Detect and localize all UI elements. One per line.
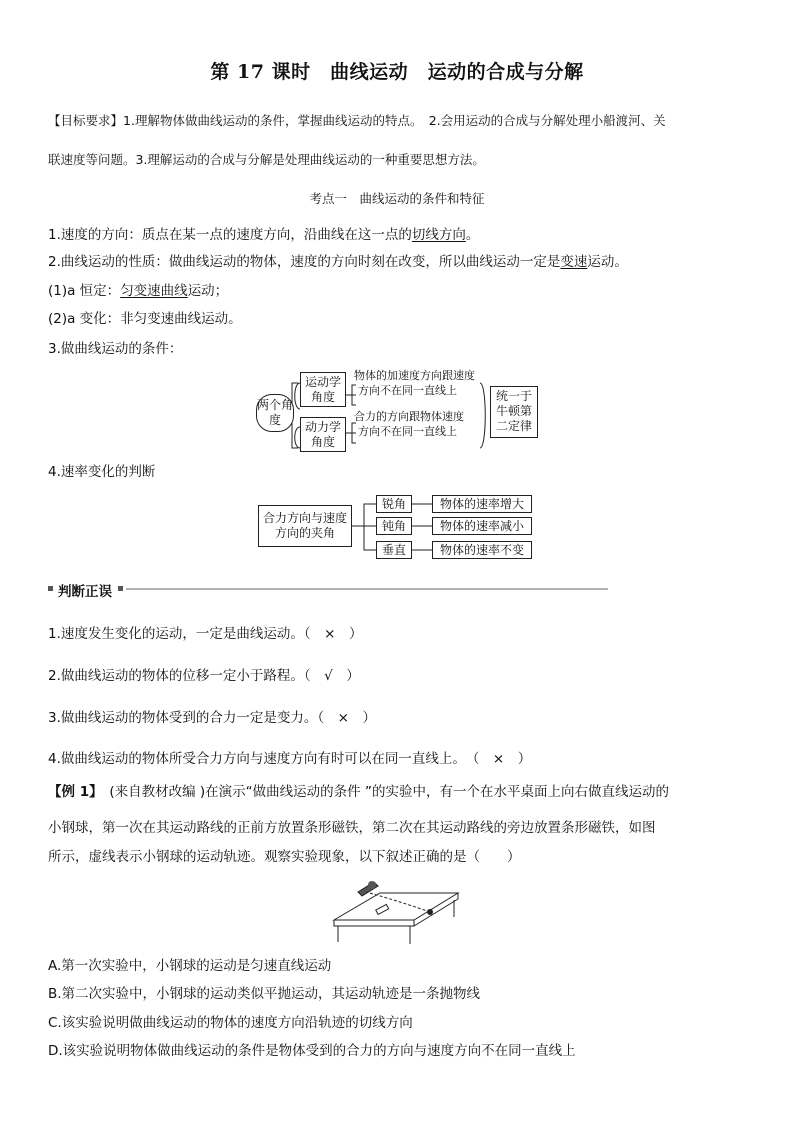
example-text-1: (来自教材改编 )在演示“做曲线运动的条件 ”的实验中，有一个在水平桌面上向右做直线运动的	[95, 784, 669, 800]
point-3-end: 运动；	[187, 283, 229, 299]
diagram2-result-unchanged: 物体的速率不变	[432, 541, 532, 559]
example-line2: 小钢球，第一次在其运动路线的正前方放置条形磁铁，第二次在其运动路线的旁边放置条形磁铁，如图	[48, 820, 656, 836]
option-a: A.第一次实验中，小钢球的运动是匀速直线运动	[48, 958, 332, 974]
point-3-text: (1)a 恒定：	[48, 283, 121, 299]
example-line3: 所示，虚线表示小钢球的运动轨迹。观察实验现象，以下叙述正确的是（ ）	[48, 849, 521, 865]
point-2-answer: 变速	[560, 254, 588, 270]
option-b: B.第二次实验中，小钢球的运动类似平抛运动，其运动轨迹是一条抛物线	[48, 986, 481, 1002]
point-2-text: 2.曲线运动的性质：做曲线运动的物体，速度的方向时刻在改变，所以曲线运动一定是	[48, 254, 561, 270]
judge-item-1: 1.速度发生变化的运动，一定是曲线运动。（ × ）	[48, 626, 363, 642]
option-d: D.该实验说明物体做曲线运动的条件是物体受到的合力的方向与速度方向不在同一直线上	[48, 1043, 576, 1059]
diagram2-angle-obtuse: 钝角	[376, 517, 412, 535]
goals-label: 【目标要求】	[48, 113, 124, 128]
diagram1-branch1-desc1: 物体的加速度方向跟速度	[354, 369, 475, 382]
diagram2-angle-right: 垂直	[376, 541, 412, 559]
goals-line2: 联速度等问题。3.理解运动的合成与分解是处理曲线运动的一种重要思想方法。	[48, 152, 485, 167]
goals-text-1: 1.理解物体做曲线运动的条件，掌握曲线运动的特点。 2.会用运动的合成与分解处理小船渡河、关	[123, 113, 666, 128]
point-5: 3.做曲线运动的条件：	[48, 341, 183, 357]
example-label: 【例 1】	[48, 784, 96, 800]
diagram1-branch2-desc1: 合力的方向跟物体速度	[354, 410, 464, 423]
judge-item-4: 4.做曲线运动的物体所受合力方向与速度方向有时可以在同一直线上。 （ × ）	[48, 751, 532, 767]
point-1-text: 1.速度的方向：质点在某一点的速度方向，沿曲线在这一点的	[48, 227, 412, 243]
point-6: 4.速率变化的判断	[48, 464, 156, 480]
point-2-end: 运动。	[587, 254, 628, 270]
section-title: 考点一 曲线运动的条件和特征	[309, 191, 485, 206]
diagram1-result: 统一于牛顿第二定律	[490, 386, 538, 438]
point-4: (2)a 变化：非匀变速曲线运动。	[48, 311, 242, 327]
option-c: C.该实验说明做曲线运动的物体的速度方向沿轨迹的切线方向	[48, 1015, 413, 1031]
diagram1-branch-kinematics: 运动学角度	[300, 372, 346, 407]
diagram2-result-increase: 物体的速率增大	[432, 495, 532, 513]
judge-item-3: 3.做曲线运动的物体受到的合力一定是变力。（ × ）	[48, 710, 376, 726]
judge-title: 判断正误	[58, 584, 112, 600]
diagram2-result-decrease: 物体的速率减小	[432, 517, 532, 535]
diagram1-branch-dynamics: 动力学角度	[300, 417, 346, 452]
point-1-answer: 切线方向	[411, 227, 466, 243]
point-1-end: 。	[465, 227, 480, 243]
page-title: 第 17 课时 曲线运动 运动的合成与分解	[210, 61, 584, 83]
diagram2-root: 合力方向与速度方向的夹角	[258, 505, 352, 547]
judge-item-2: 2.做曲线运动的物体的位移一定小于路程。（ √ ）	[48, 668, 360, 684]
diagram1-branch2-desc2: 方向不在同一直线上	[358, 425, 457, 438]
diagram1-root: 两个角度	[256, 394, 294, 432]
diagram2-angle-acute: 锐角	[376, 495, 412, 513]
diagram1-branch1-desc2: 方向不在同一直线上	[358, 384, 457, 397]
point-3-answer: 匀变速曲线	[120, 283, 188, 299]
